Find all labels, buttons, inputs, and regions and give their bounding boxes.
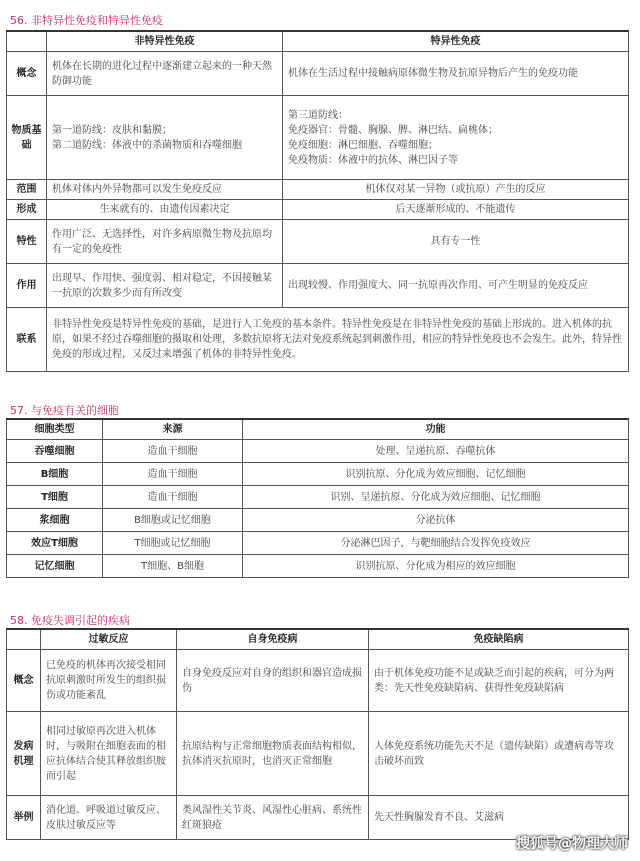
cell-formation-specific: 后天逐渐形成的、不能遗传 bbox=[283, 200, 629, 220]
header-immunodeficiency: 免疫缺陷病 bbox=[369, 629, 629, 650]
row-label-link: 联系 bbox=[7, 308, 47, 372]
section-58-title: 58. 免疫失调引起的疾病 bbox=[10, 614, 130, 627]
cell-concept-allergy: 已免疫的机体再次接受相同抗原刺激时所发生的组织损伤或功能紊乱 bbox=[41, 650, 177, 712]
row-label-scope: 范围 bbox=[7, 180, 47, 200]
row-label-example: 举例 bbox=[7, 796, 41, 840]
cell-example-allergy: 消化道、呼吸道过敏反应、皮肤过敏反应等 bbox=[41, 796, 177, 840]
header-empty bbox=[7, 31, 47, 52]
header-source: 来源 bbox=[103, 419, 243, 440]
table-row-type: B细胞 bbox=[7, 463, 103, 486]
cell-example-autoimmune: 类风湿性关节炎、风湿性心脏病、系统性红斑狼疮 bbox=[177, 796, 369, 840]
header-nonspecific: 非特异性免疫 bbox=[47, 31, 283, 52]
basis-line-1: 第一道防线：皮肤和黏膜； bbox=[52, 124, 172, 136]
cell-concept-nonspecific: 机体在长期的进化过程中逐渐建立起来的一种天然防御功能 bbox=[47, 52, 283, 96]
table-row-type: T细胞 bbox=[7, 486, 103, 509]
table-row-function: 处理、呈递抗原、吞噬抗体 bbox=[243, 440, 629, 463]
table-row-source: T细胞、B细胞 bbox=[103, 555, 243, 578]
header-cell-type: 细胞类型 bbox=[7, 419, 103, 440]
row-label-mechanism: 发病机理 bbox=[7, 712, 41, 796]
basis-line-3: 第三道防线： bbox=[288, 109, 348, 121]
cell-trait-specific: 具有专一性 bbox=[283, 220, 629, 264]
header-specific: 特异性免疫 bbox=[283, 31, 629, 52]
basis-line-5: 免疫细胞：淋巴细胞、吞噬细胞； bbox=[288, 139, 438, 151]
table-row-type: 效应T细胞 bbox=[7, 532, 103, 555]
section-56-title: 56. 非特异性免疫和特异性免疫 bbox=[10, 14, 163, 27]
header-autoimmune: 自身免疫病 bbox=[177, 629, 369, 650]
table-row-source: 造血干细胞 bbox=[103, 440, 243, 463]
header-allergy: 过敏反应 bbox=[41, 629, 177, 650]
cell-link-text: 非特异性免疫是特异性免疫的基础，是进行人工免疫的基本条件。特异性免疫是在非特异性免疫的基础上形成的。进入机体的抗原，如果不经过吞噬细胞的摄取和处理，多数抗原将无法对免疫系统起到刺激作用，相应的特异性免疫也不会发生。此外，特异性免疫的形成过程，又反过来增强了机体的非特异性免疫。 bbox=[47, 308, 629, 372]
cell-concept-specific: 机体在生活过程中接触病原体微生物及抗原异物后产生的免疫功能 bbox=[283, 52, 629, 96]
cell-basis-specific bbox=[283, 96, 629, 180]
table-row-source: 造血干细胞 bbox=[103, 486, 243, 509]
header-function: 功能 bbox=[243, 419, 629, 440]
basis-line-2: 第二道防线：体液中的杀菌物质和吞噬细胞 bbox=[52, 139, 242, 151]
cell-concept-immunodeficiency: 由于机体免疫功能不足或缺乏而引起的疾病，可分为两类：先天性免疫缺陷病、获得性免疫缺陷病 bbox=[369, 650, 629, 712]
table-row-function: 分泌淋巴因子，与靶细胞结合发挥免疫效应 bbox=[243, 532, 629, 555]
immunity-comparison-table bbox=[6, 30, 629, 372]
table-row-type: 浆细胞 bbox=[7, 509, 103, 532]
table-row-source: 造血干细胞 bbox=[103, 463, 243, 486]
cell-concept-autoimmune: 自身免疫反应对自身的组织和器官造成损伤 bbox=[177, 650, 369, 712]
row-label-trait: 特性 bbox=[7, 220, 47, 264]
table-row-type: 记忆细胞 bbox=[7, 555, 103, 578]
table-row-source: B细胞或记忆细胞 bbox=[103, 509, 243, 532]
row-label-concept: 概念 bbox=[7, 650, 41, 712]
cell-trait-nonspecific: 作用广泛、无选择性，对许多病原微生物及抗原均有一定的免疫性 bbox=[47, 220, 283, 264]
immune-cells-table bbox=[6, 418, 629, 578]
table-row-function: 识别抗原、分化成为相应的效应细胞 bbox=[243, 555, 629, 578]
header-empty bbox=[7, 629, 41, 650]
immune-disorders-table bbox=[6, 628, 629, 840]
cell-basis-nonspecific bbox=[47, 96, 283, 180]
cell-scope-specific: 机体仅对某一异物（或抗原）产生的反应 bbox=[283, 180, 629, 200]
source-watermark: 搜狐号@物理大师 bbox=[516, 836, 628, 852]
table-row-function: 识别抗原、分化成为效应细胞、记忆细胞 bbox=[243, 463, 629, 486]
cell-scope-nonspecific: 机体对体内外异物都可以发生免疫反应 bbox=[47, 180, 283, 200]
basis-line-4: 免疫器官：骨髓、胸腺、脾、淋巴结、扁桃体； bbox=[288, 124, 498, 136]
table-row-type: 吞噬细胞 bbox=[7, 440, 103, 463]
cell-effect-nonspecific: 出现早、作用快、强度弱、相对稳定，不因接触某一抗原的次数多少而有所改变 bbox=[47, 264, 283, 308]
cell-mechanism-autoimmune: 抗原结构与正常细胞物质表面结构相似，抗体消灭抗原时，也消灭正常细胞 bbox=[177, 712, 369, 796]
row-label-effect: 作用 bbox=[7, 264, 47, 308]
table-row-function: 识别、呈递抗原、分化成为效应细胞、记忆细胞 bbox=[243, 486, 629, 509]
row-label-basis: 物质基础 bbox=[7, 96, 47, 180]
cell-mechanism-allergy: 相同过敏原再次进入机体时，与吸附在细胞表面的相应抗体结合使其释放组织胺而引起 bbox=[41, 712, 177, 796]
cell-formation-nonspecific: 生来就有的、由遗传因素决定 bbox=[47, 200, 283, 220]
cell-effect-specific: 出现较慢、作用强度大、同一抗原再次作用、可产生明显的免疫反应 bbox=[283, 264, 629, 308]
row-label-concept: 概念 bbox=[7, 52, 47, 96]
basis-line-6: 免疫物质：体液中的抗体、淋巴因子等 bbox=[288, 154, 458, 166]
cell-mechanism-immunodeficiency: 人体免疫系统功能先天不足（遗传缺陷）或遭病毒等攻击破坏而致 bbox=[369, 712, 629, 796]
table-row-source: T细胞或记忆细胞 bbox=[103, 532, 243, 555]
section-57-title: 57. 与免疫有关的细胞 bbox=[10, 404, 119, 417]
table-row-function: 分泌抗体 bbox=[243, 509, 629, 532]
row-label-formation: 形成 bbox=[7, 200, 47, 220]
cell-example-immunodeficiency: 先天性胸腺发育不良、艾滋病 bbox=[369, 796, 629, 840]
